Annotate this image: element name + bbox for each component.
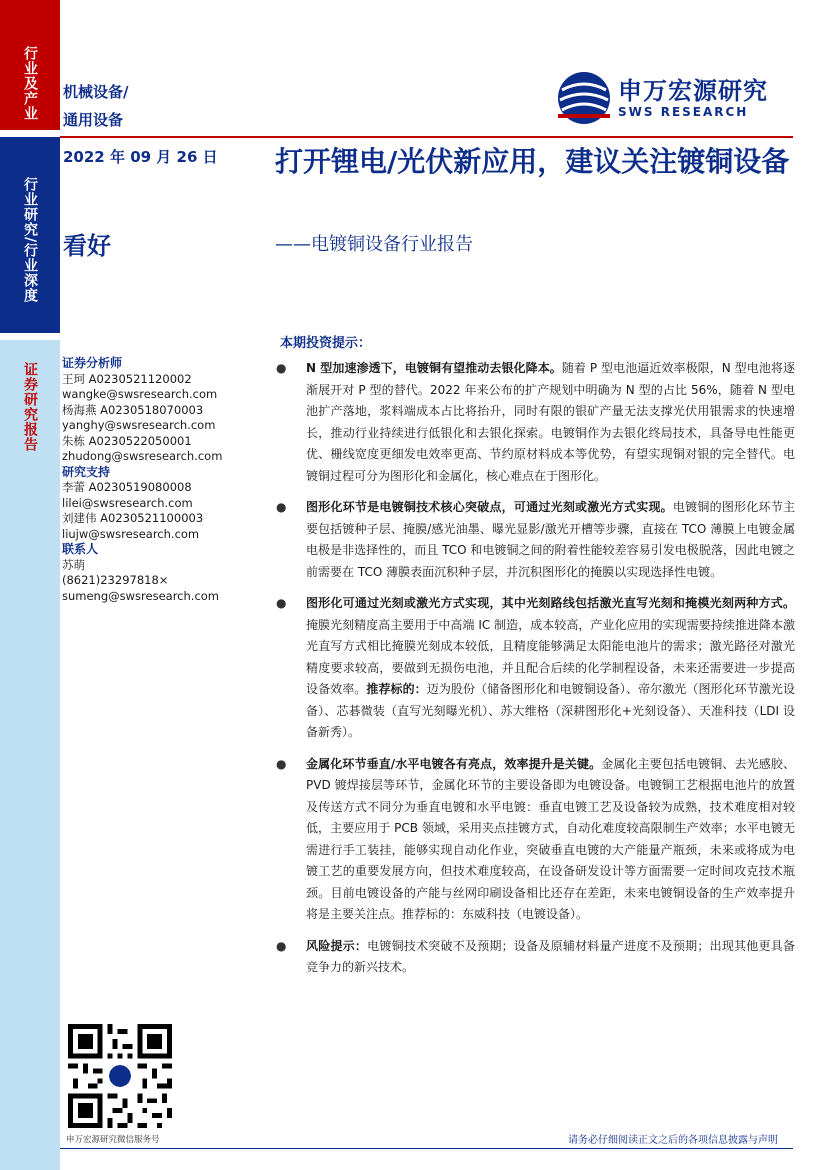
side-tab-securities-label: 证券研究报告 [22,362,38,452]
analyst-email[interactable]: wangke@swsresearch.com [62,387,218,401]
bullet-text: 电镀铜技术突破不及预期；设备及原辅材料量产进度不及预期；出现其他更具备竞争力的新兴技术。 [306,938,795,974]
analyst-email[interactable]: yanghy@swsresearch.com [62,418,216,432]
bullet-lead: 金属化环节垂直/水平电镀各有亮点，效率提升是关键。 [306,756,602,771]
logo-en: SWS RESEARCH [618,105,749,119]
analyst-panel [62,356,267,604]
analyst-line: 杨海燕 A0230518070003 [62,402,204,417]
side-tab-industry-label: 行业及产业 [22,46,38,121]
bullet-icon: ● [276,938,287,953]
support-email[interactable]: lilei@swsresearch.com [62,495,193,510]
contact-phone: (8621)23297818× [62,573,169,587]
bullet-text: 掩膜光刻精度高主要用于中高端 IC 制造，成本较高，产业化应用的实现需要持续推进降本激光直写方式相比掩膜光刻成本较低，且精度能够满足太阳能电池片的需求；激光路径对激光精度要求较高，要做到无损伤电池，并且配合后续的化学制程设备，未来还需要进一步提高设备效率。 [306,617,795,696]
support-line: 李蕾 A0230519080008 [62,480,192,494]
report-title: 打开锂电/光伏新应用，建议关注镀铜设备 [275,145,790,178]
support-email[interactable]: liujw@swsresearch.com [62,526,200,541]
side-tab-securities [0,340,60,1170]
highlights-title: 本期投资提示： [280,336,372,351]
side-tab-industry [0,0,60,130]
rating: 看好 [63,232,111,260]
wechat-label: 申万宏源研究微信服务号 [66,1135,160,1145]
bullet-text: 随着 P 型电池逼近效率极限，N 型电池将逐渐展开对 P 型的替代。2022 年来公布的扩产规划中明确为 N 型的占比 56%，随着 N 型电池扩产落地，浆料端成本占比将抬升，同时有限的银矿产量无法支撑光伏用银需求的快速增长，推动行业持续进行低银化和去银化探索。电镀铜作为去银化终局技术，具备导电性能更优、栅线宽度更细发电效率更高、节约原材料成本等优势，有望实现铜对银的完全替代。电镀铜过程可分为图形化和金属化，核心难点在于图形化。 [306,361,795,483]
bullet-lead: 风险提示： [306,938,368,953]
support-title: 研究支持 [62,464,111,479]
logo-wordmark [618,77,768,119]
bullet-icon: ● [276,596,287,610]
footer-rule [60,1148,793,1149]
list-item [272,754,795,926]
header-rule [60,136,793,138]
contact-line: 苏萌 [62,557,85,572]
bullet-lead: N 型加速渗透下，电镀铜有望推动去银化降本。 [306,361,562,375]
bullet-text: 金属化主要包括电镀铜、去光感胶、PVD 镀焊接层等环节，金属化环节的主要设备即为电镀设备。电镀铜工艺根据电池片的放置及传送方式不同分为垂直电镀和水平电镀：垂直电镀工艺及设备较为成熟，技术难度相对较低，主要应用于 PCB 领域，采用夹点挂镀方式，自动化难度较高限制生产效率；水平电镀无需进行手工装挂，能够实现自动化作业，突破垂直电镀的大产能量产瓶颈，未来或将成为电镀工艺的重要发展方向，但技术难度较高，在设备研发设计等方面需要一定时间攻克技术瓶颈。目前电镀设备的产能与丝网印刷设备相比还存在差距，未来电镀铜设备的生产效率提升将是主要关注点。推荐标的：东威科技（电镀设备）。 [306,756,795,921]
logo-globe-icon [556,70,612,126]
analyst-line: 王珂 A0230521120002 [62,371,192,386]
analyst-title: 证券分析师 [62,356,123,370]
bullet-icon: ● [276,361,287,375]
contact-email[interactable]: sumeng@swsresearch.com [62,588,220,603]
analyst-line: 朱栋 A0230522050001 [62,433,192,448]
bullet-icon: ● [276,756,287,771]
bullet-lead: 图形化环节是电镀铜技术核心突破点，可通过光刻或激光方式实现。 [306,500,673,514]
list-item [272,358,795,487]
contact-title: 联系人 [62,542,99,556]
bullet-lead-recommend: 推荐标的： [366,682,427,696]
list-item [272,497,795,583]
side-tab-research-label: 行业研究/行业深度 [22,177,38,304]
disclaimer-note: 请务必仔细阅读正文之后的各项信息披露与声明 [568,1135,778,1146]
highlights-list [272,358,795,979]
qr-code-icon[interactable] [68,1024,172,1128]
logo-cn: 申万宏源研究 [618,77,768,105]
bullet-text: 电镀铜的图形化环节主要包括镀种子层、掩膜/感光油墨、曝光显影/激光开槽等步骤，直接在 TCO 薄膜上电镀金属电极是非选择性的，而且 TCO 和电镀铜之间的附着性能较差容易引发电极脱落，因此电镀之前需要在 TCO 薄膜表面沉积种子层，并沉积图形化的掩膜以实现选择性电镀。 [306,500,795,579]
analyst-email[interactable]: zhudong@swsresearch.com [62,449,223,463]
sector-label [63,78,213,134]
company-logo [556,70,796,126]
bullet-icon: ● [276,500,287,514]
bullet-lead: 图形化可通过光刻或激光方式实现，其中光刻路线包括激光直写光刻和掩模光刻两种方式。 [306,596,795,610]
support-line: 刘建伟 A0230521100003 [62,511,204,525]
sector-line-2: 通用设备 [63,111,124,129]
side-tab-research [0,137,60,333]
list-item [272,593,795,744]
report-subtitle: ——电镀铜设备行业报告 [275,234,473,255]
sector-line-1: 机械设备/ [63,83,129,101]
list-item [272,936,795,979]
report-date: 2022 年 09 月 26 日 [63,148,218,166]
bullet-text-recommend: 迈为股份（储备图形化和电镀铜设备）、帝尔激光（图形化环节激光设备）、芯碁微装（直写光刻曝光机）、苏大维格（深耕图形化+光刻设备）、天准科技（LDI 设备新秀）。 [306,682,795,739]
